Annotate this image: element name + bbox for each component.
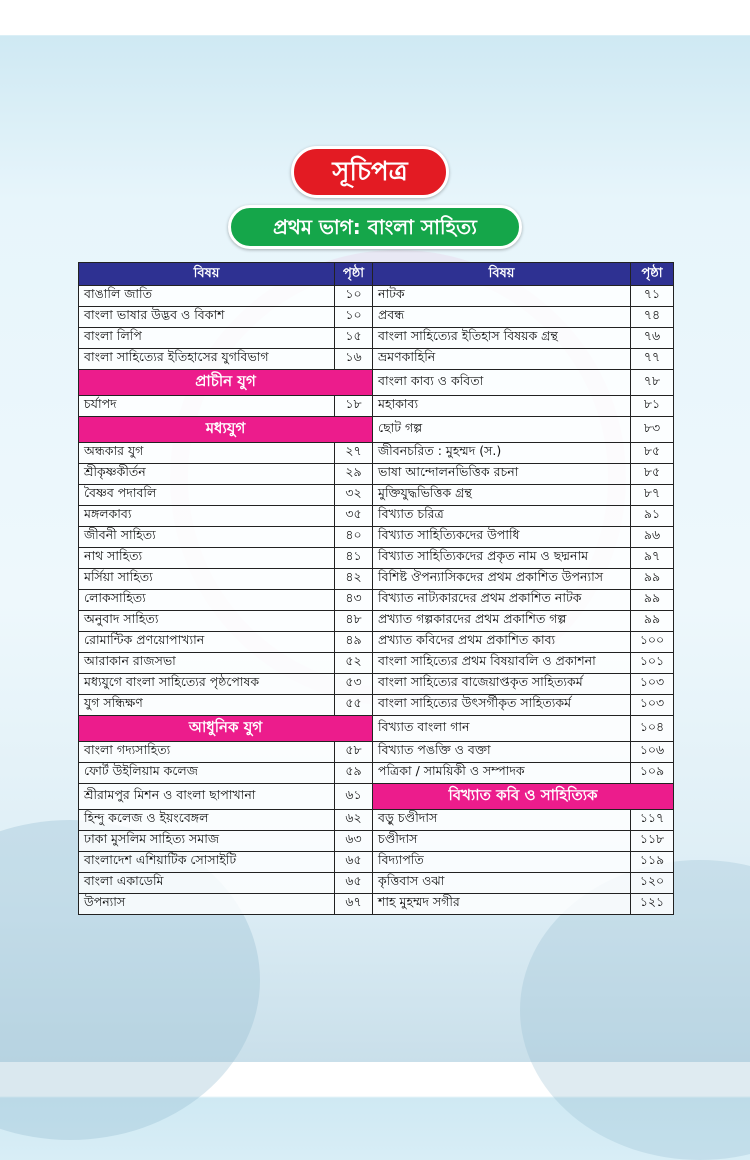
entry-title: মঙ্গলকাব্য — [79, 506, 335, 527]
table-row — [79, 590, 674, 611]
table-row — [79, 548, 674, 569]
entry-title: শ্রীকৃষ্ণকীর্তন — [79, 464, 335, 485]
table-row — [79, 370, 674, 396]
entry-page: ১১৯ — [631, 852, 674, 873]
entry-page: ৮৫ — [631, 464, 674, 485]
table-row — [79, 464, 674, 485]
table-row — [79, 417, 674, 443]
entry-page: ৮১ — [631, 396, 674, 417]
entry-title: বিখ্যাত সাহিত্যিকদের উপাধি — [373, 527, 631, 548]
entry-title: মুক্তিযুদ্ধভিত্তিক গ্রন্থ — [373, 485, 631, 506]
entry-title: মহাকাব্য — [373, 396, 631, 417]
entry-page: ২৯ — [335, 464, 373, 485]
entry-title: রোমান্টিক প্রণয়োপাখ্যান — [79, 632, 335, 653]
entry-page: ৪৩ — [335, 590, 373, 611]
entry-page: ৫৩ — [335, 674, 373, 695]
entry-page: ৬৩ — [335, 831, 373, 852]
entry-title: বাঙালি জাতি — [79, 286, 335, 307]
entry-title: প্রখ্যাত গল্পকারদের প্রথম প্রকাশিত গল্প — [373, 611, 631, 632]
entry-page: ১১৮ — [631, 831, 674, 852]
entry-page: ৬১ — [335, 784, 373, 810]
table-row — [79, 396, 674, 417]
entry-title: বিখ্যাত বাংলা গান — [373, 716, 631, 742]
entry-page: ১০ — [335, 286, 373, 307]
entry-title: প্রবন্ধ — [373, 307, 631, 328]
entry-page: ১০৪ — [631, 716, 674, 742]
entry-title: বিখ্যাত পঙক্তি ও বক্তা — [373, 742, 631, 763]
header-page-right: পৃষ্ঠা — [631, 263, 674, 286]
entry-page: ৯৯ — [631, 569, 674, 590]
entry-title: বিখ্যাত সাহিত্যিকদের প্রকৃত নাম ও ছদ্মনাম — [373, 548, 631, 569]
table-row — [79, 695, 674, 716]
entry-title: ভাষা আন্দোলনভিত্তিক রচনা — [373, 464, 631, 485]
entry-title: বাংলা ভাষার উদ্ভব ও বিকাশ — [79, 307, 335, 328]
entry-page: ১৮ — [335, 396, 373, 417]
entry-title: ভ্রমণকাহিনি — [373, 349, 631, 370]
entry-page: ৯৭ — [631, 548, 674, 569]
entry-page: ৬৫ — [335, 873, 373, 894]
table-row — [79, 349, 674, 370]
entry-title: মর্সিয়া সাহিত্য — [79, 569, 335, 590]
entry-page: ৫৫ — [335, 695, 373, 716]
section-heading: মধ্যযুগ — [79, 417, 373, 443]
entry-page: ৫৯ — [335, 763, 373, 784]
entry-page: ১০৬ — [631, 742, 674, 763]
entry-page: ১০৩ — [631, 695, 674, 716]
entry-title: মধ্যযুগে বাংলা সাহিত্যের পৃষ্ঠপোষক — [79, 674, 335, 695]
entry-page: ৩৫ — [335, 506, 373, 527]
section-heading: আধুনিক যুগ — [79, 716, 373, 742]
entry-title: অনুবাদ সাহিত্য — [79, 611, 335, 632]
entry-page: ২৭ — [335, 443, 373, 464]
table-row — [79, 810, 674, 831]
entry-title: বাংলা লিপি — [79, 328, 335, 349]
entry-page: ৬২ — [335, 810, 373, 831]
table-row — [79, 674, 674, 695]
entry-title: বাংলা সাহিত্যের ইতিহাস বিষয়ক গ্রন্থ — [373, 328, 631, 349]
table-row — [79, 763, 674, 784]
entry-page: ৯৬ — [631, 527, 674, 548]
entry-page: ৯১ — [631, 506, 674, 527]
table-row — [79, 784, 674, 810]
entry-page: ৩২ — [335, 485, 373, 506]
entry-page: ১১৭ — [631, 810, 674, 831]
table-header-row — [79, 263, 674, 286]
entry-title: যুগ সন্ধিক্ষণ — [79, 695, 335, 716]
entry-title: জীবনী সাহিত্য — [79, 527, 335, 548]
entry-page: ১০৩ — [631, 674, 674, 695]
table-row — [79, 527, 674, 548]
table-row — [79, 485, 674, 506]
table-row — [79, 632, 674, 653]
entry-title: বাংলা একাডেমি — [79, 873, 335, 894]
entry-title: বাংলা সাহিত্যের উৎসর্গীকৃত সাহিত্যকর্ম — [373, 695, 631, 716]
entry-page: ৮৫ — [631, 443, 674, 464]
entry-title: বাংলা সাহিত্যের প্রথম বিষয়াবলি ও প্রকাশনা — [373, 653, 631, 674]
entry-page: ৪০ — [335, 527, 373, 548]
table-row — [79, 328, 674, 349]
entry-title: বাংলা সাহিত্যের বাজেয়াপ্তকৃত সাহিত্যকর্ম — [373, 674, 631, 695]
entry-page: ৭৪ — [631, 307, 674, 328]
entry-page: ৯৯ — [631, 611, 674, 632]
page-title: সূচিপত্র — [291, 146, 449, 198]
entry-title: বিখ্যাত চরিত্র — [373, 506, 631, 527]
entry-title: ছোট গল্প — [373, 417, 631, 443]
entry-title: প্রখ্যাত কবিদের প্রথম প্রকাশিত কাব্য — [373, 632, 631, 653]
entry-title: জীবনচরিত : মুহম্মদ (স.) — [373, 443, 631, 464]
table-row — [79, 611, 674, 632]
entry-title: চণ্ডীদাস — [373, 831, 631, 852]
entry-title: আরাকান রাজসভা — [79, 653, 335, 674]
table-row — [79, 286, 674, 307]
entry-page: ৮৭ — [631, 485, 674, 506]
entry-title: নাথ সাহিত্য — [79, 548, 335, 569]
table-body — [79, 286, 674, 915]
entry-title: কৃত্তিবাস ওঝা — [373, 873, 631, 894]
entry-page: ১২১ — [631, 894, 674, 915]
top-margin — [0, 0, 750, 35]
entry-title: ঢাকা মুসলিম সাহিত্য সমাজ — [79, 831, 335, 852]
entry-page: ১০১ — [631, 653, 674, 674]
entry-title: বাংলা কাব্য ও কবিতা — [373, 370, 631, 396]
table-row — [79, 443, 674, 464]
entry-page: ১৬ — [335, 349, 373, 370]
entry-title: অন্ধকার যুগ — [79, 443, 335, 464]
entry-title: পত্রিকা / সাময়িকী ও সম্পাদক — [373, 763, 631, 784]
entry-page: ৭৮ — [631, 370, 674, 396]
entry-page: ৭৭ — [631, 349, 674, 370]
entry-title: বড়ু চণ্ডীদাস — [373, 810, 631, 831]
table-row — [79, 653, 674, 674]
table-row — [79, 307, 674, 328]
entry-page: ৯৯ — [631, 590, 674, 611]
entry-title: বাংলা সাহিত্যের ইতিহাসের যুগবিভাগ — [79, 349, 335, 370]
entry-page: ৪১ — [335, 548, 373, 569]
header-page-left: পৃষ্ঠা — [335, 263, 373, 286]
entry-title: লোকসাহিত্য — [79, 590, 335, 611]
table-row — [79, 569, 674, 590]
entry-title: বিখ্যাত নাট্যকারদের প্রথম প্রকাশিত নাটক — [373, 590, 631, 611]
entry-page: ৭৬ — [631, 328, 674, 349]
entry-page: ১০ — [335, 307, 373, 328]
entry-page: ১২০ — [631, 873, 674, 894]
entry-page: ১৫ — [335, 328, 373, 349]
table-row — [79, 742, 674, 763]
entry-title: ফোর্ট উইলিয়াম কলেজ — [79, 763, 335, 784]
entry-page: ৪২ — [335, 569, 373, 590]
entry-title: শাহ মুহম্মদ সগীর — [373, 894, 631, 915]
table-row — [79, 506, 674, 527]
entry-title: হিন্দু কলেজ ও ইয়ংবেঙ্গল — [79, 810, 335, 831]
table-row — [79, 873, 674, 894]
entry-title: বাংলাদেশ এশিয়াটিক সোসাইটি — [79, 852, 335, 873]
contents-table — [78, 262, 674, 915]
table-row — [79, 894, 674, 915]
entry-page: ১০০ — [631, 632, 674, 653]
entry-page: ৪৯ — [335, 632, 373, 653]
entry-page: ৪৮ — [335, 611, 373, 632]
entry-page: ৫৮ — [335, 742, 373, 763]
section-heading: বিখ্যাত কবি ও সাহিত্যিক — [373, 784, 674, 810]
entry-title: বিদ্যাপতি — [373, 852, 631, 873]
entry-page: ৭১ — [631, 286, 674, 307]
entry-title: শ্রীরামপুর মিশন ও বাংলা ছাপাখানা — [79, 784, 335, 810]
header-subject-right: বিষয় — [373, 263, 631, 286]
entry-title: বাংলা গদ্যসাহিত্য — [79, 742, 335, 763]
header-subject-left: বিষয় — [79, 263, 335, 286]
table-row — [79, 716, 674, 742]
table-row — [79, 852, 674, 873]
entry-page: ৫২ — [335, 653, 373, 674]
entry-page: ৬৭ — [335, 894, 373, 915]
entry-page: ৬৫ — [335, 852, 373, 873]
section-subtitle: প্রথম ভাগ: বাংলা সাহিত্য — [228, 205, 522, 249]
entry-page: ১০৯ — [631, 763, 674, 784]
entry-page: ৮৩ — [631, 417, 674, 443]
entry-title: উপন্যাস — [79, 894, 335, 915]
section-heading: প্রাচীন যুগ — [79, 370, 373, 396]
entry-title: বিশিষ্ট ঔপন্যাসিকদের প্রথম প্রকাশিত উপন্যাস — [373, 569, 631, 590]
table-row — [79, 831, 674, 852]
entry-title: নাটক — [373, 286, 631, 307]
entry-title: বৈষ্ণব পদাবলি — [79, 485, 335, 506]
entry-title: চর্যাপদ — [79, 396, 335, 417]
